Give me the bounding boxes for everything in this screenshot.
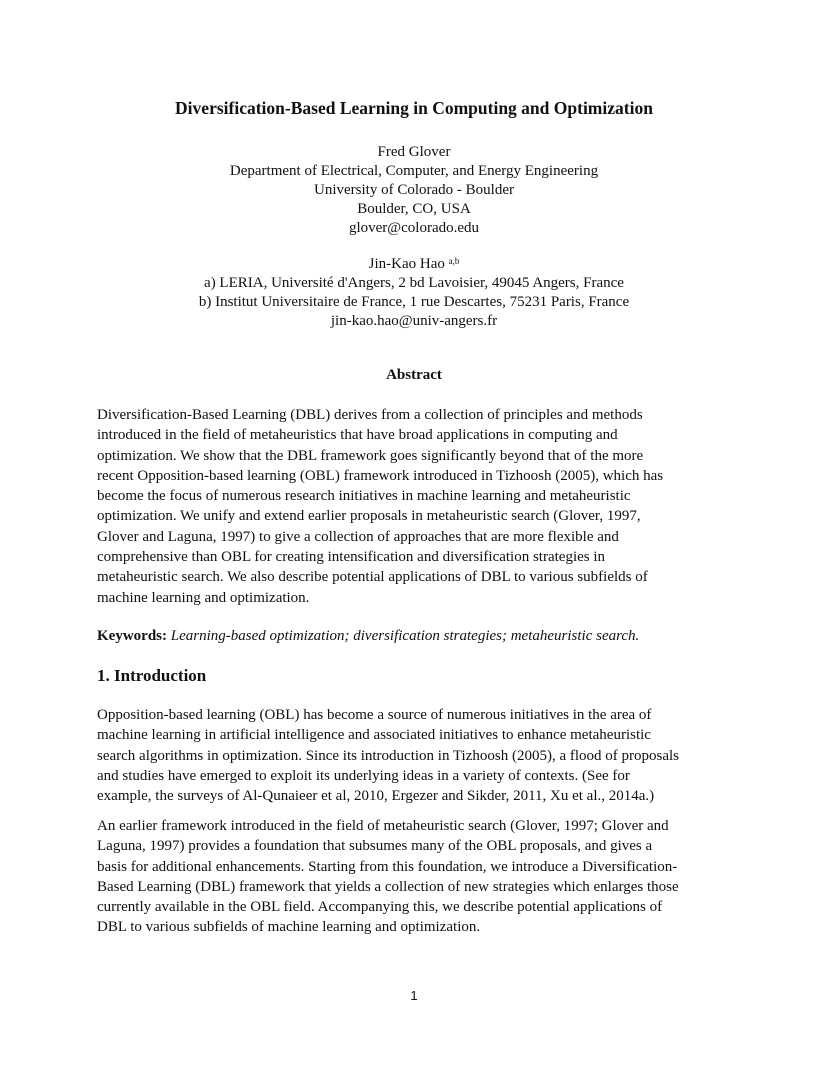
abstract-line: Diversification-Based Learning (DBL) derives from a collection of principles and methods: [97, 407, 643, 423]
abstract-line: comprehensive than OBL for creating intensification and diversification strategies in: [97, 549, 606, 566]
author-glover: [0, 143, 828, 238]
author-hao: [0, 255, 828, 331]
intro-paragraph-2: [97, 816, 737, 938]
intro-line: Opposition-based learning (OBL) has become a source of numerous initiatives in the area of: [97, 707, 652, 723]
affiliation-line: University of Colorado - Boulder: [314, 182, 514, 198]
abstract-line: Glover and Laguna, 1997) to give a collection of approaches that are more flexible and: [97, 528, 619, 545]
intro-line: and studies have emerged to exploit its underlying ideas in a variety of contexts. (See for: [97, 767, 630, 784]
intro-line: Laguna, 1997) provides a foundation that subsumes many of the OBL proposals, and gives a: [97, 838, 653, 855]
intro-line: example, the surveys of Al-Qunaieer et al, 2010, Ergezer and Sikder, 2011, Xu et al., 2014a.): [97, 788, 655, 805]
abstract-line: machine learning and optimization.: [97, 589, 310, 606]
intro-paragraph-1: [97, 705, 737, 806]
affiliation-superscript: a,b: [448, 256, 460, 266]
abstract-line: recent Opposition-based learning (OBL) framework introduced in Tizhoosh (2005), which has: [97, 467, 664, 484]
author-email: glover@colorado.edu: [348, 220, 480, 236]
section-heading-introduction: 1. Introduction: [97, 666, 207, 685]
affiliation-line: Boulder, CO, USA: [357, 201, 471, 217]
abstract-line: optimization. We show that the DBL framework goes significantly beyond that of the more: [97, 447, 644, 464]
intro-line: currently available in the OBL field. Accompanying this, we describe potential applications of: [97, 899, 663, 916]
page-number: 1: [410, 988, 418, 1003]
intro-line: DBL to various subfields of machine learning and optimization.: [97, 919, 481, 936]
intro-line: Based Learning (DBL) framework that yields a collection of new strategies which enlarges those: [97, 878, 679, 895]
keywords-label: Keywords:: [97, 628, 167, 644]
intro-line: basis for additional enhancements. Starting from this foundation, we introduce a Diversification-: [97, 858, 678, 875]
abstract-line: become the focus of numerous research initiatives in machine learning and metaheuristic: [97, 488, 631, 505]
intro-line: machine learning in artificial intelligence and associated initiatives to enhance metaheuristic: [97, 727, 651, 744]
abstract-heading: Abstract: [386, 367, 442, 383]
abstract-line: metaheuristic search. We also describe potential applications of DBL to various subfields of: [97, 569, 648, 586]
author-name: Fred Glover: [377, 144, 451, 160]
abstract-line: introduced in the field of metaheuristics that have broad applications in computing and: [97, 427, 618, 444]
intro-line: search algorithms in optimization. Since its introduction in Tizhoosh (2005), a flood of proposals: [97, 747, 680, 764]
intro-line: An earlier framework introduced in the field of metaheuristic search (Glover, 1997; Glover and: [97, 818, 669, 834]
affiliation-line: a) LERIA, Université d'Angers, 2 bd Lavoisier, 49045 Angers, France: [204, 275, 624, 291]
keywords-text: Learning-based optimization; diversification strategies; metaheuristic search.: [170, 628, 640, 644]
abstract-line: optimization. We unify and extend earlier proposals in metaheuristic search (Glover, 1997,: [97, 508, 641, 525]
abstract-body: [97, 405, 737, 608]
affiliation-line: b) Institut Universitaire de France, 1 rue Descartes, 75231 Paris, France: [198, 294, 630, 310]
paper-title: Diversification-Based Learning in Computing and Optimization: [175, 98, 653, 118]
author-name: Jin-Kao Hao: [368, 256, 445, 272]
affiliation-line: Department of Electrical, Computer, and Energy Engineering: [229, 163, 599, 179]
keywords: [97, 628, 737, 645]
author-email: jin-kao.hao@univ-angers.fr: [330, 313, 498, 329]
